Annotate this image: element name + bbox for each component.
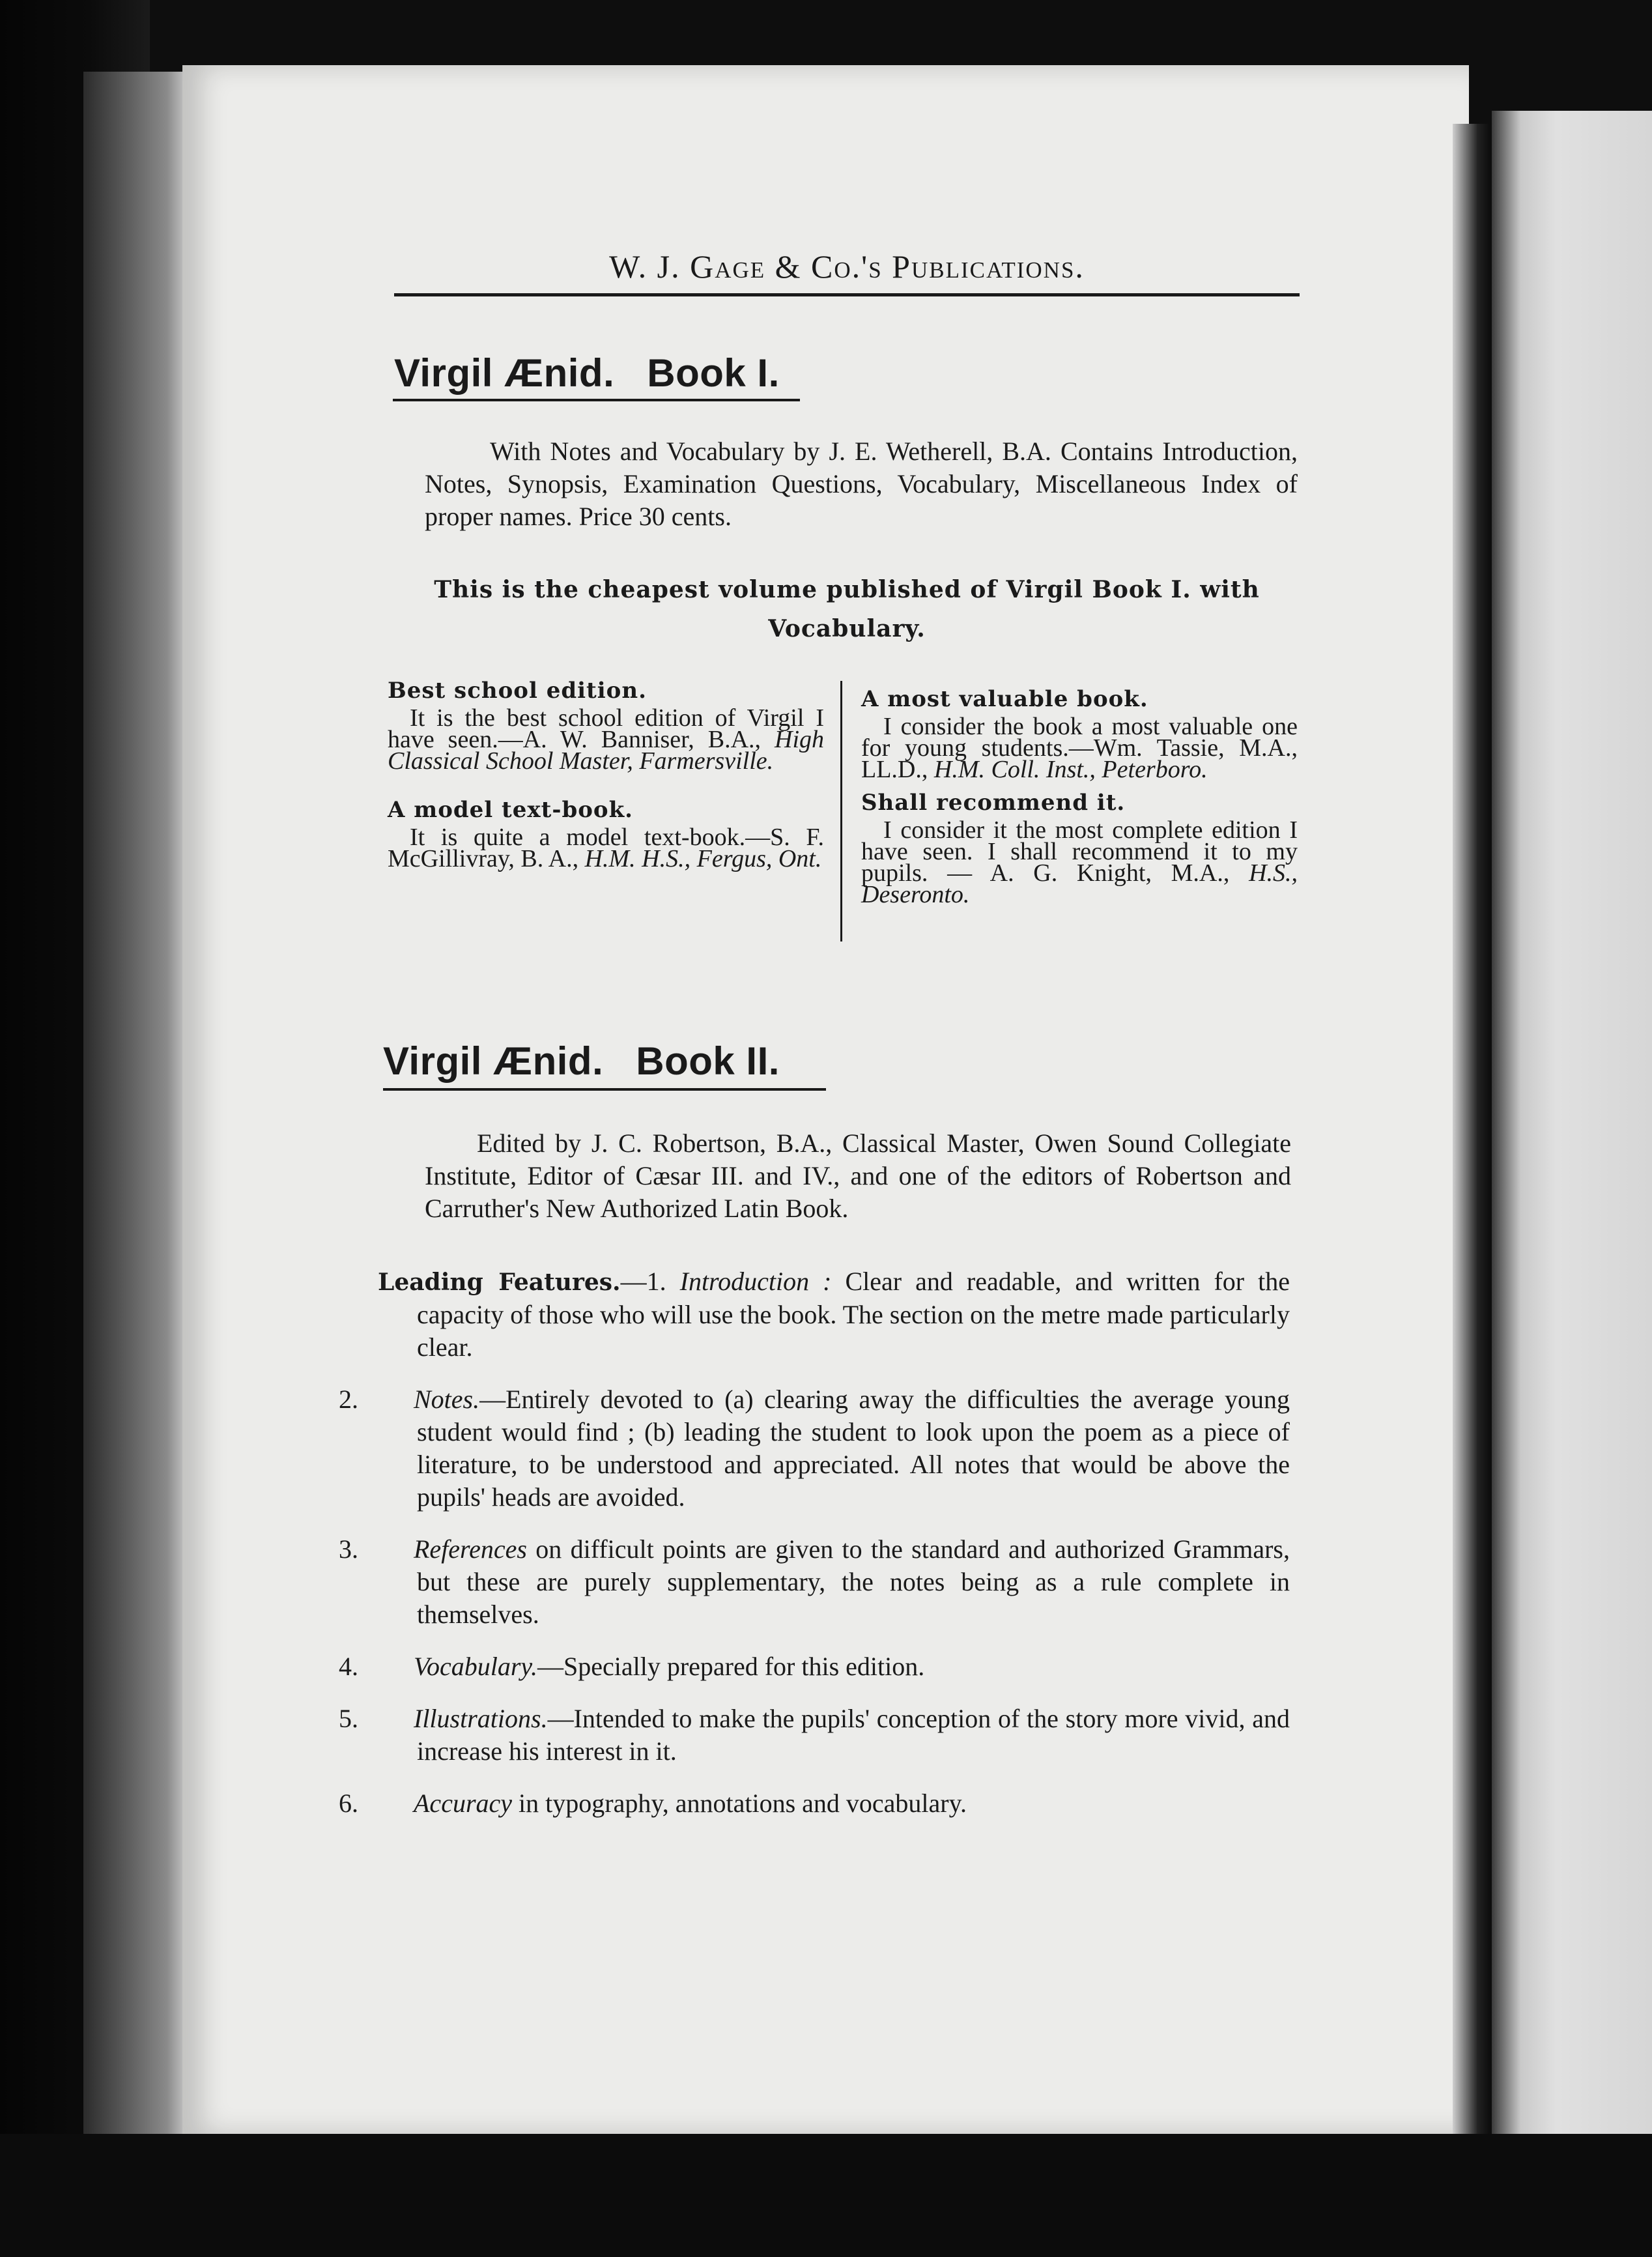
- quote1-body: [388, 704, 824, 775]
- feature-2: [339, 1383, 1290, 1514]
- book1-quotes-left: [388, 678, 824, 870]
- feature-4-number: 4.: [339, 1652, 358, 1681]
- quote4-body: [861, 816, 1298, 908]
- quote2-heading: A model text-book.: [388, 797, 633, 823]
- leading-features-label: Leading Features.: [378, 1269, 621, 1296]
- book1-title: [394, 351, 780, 395]
- book1-quotes-right: [861, 686, 1298, 906]
- feature-2-title: Notes.: [414, 1385, 480, 1414]
- feature-3-number: 3.: [339, 1534, 358, 1564]
- quote3-body-text: I consider the book a most valuable one for young students.—Wm. Tassie, M.A., LL.D.,: [861, 713, 1298, 783]
- quote4-heading: Shall recommend it.: [861, 790, 1126, 816]
- quote2-attribution: H.M. H.S., Fergus, Ont.: [584, 845, 822, 872]
- feature-4-text: —Specially prepared for this edition.: [537, 1652, 925, 1681]
- book1-title-underline: [393, 399, 800, 401]
- feature-5: [339, 1703, 1290, 1768]
- feature-5-text: —Intended to make the pupils' conception of the story more vivid, and increase his interest in it.: [417, 1704, 1290, 1766]
- running-header: W. J. Gage & Co.'s Publications.: [609, 248, 1085, 285]
- quote3-attribution: H.M. Coll. Inst., Peterboro.: [933, 756, 1208, 783]
- feature-6-text: in typography, annotations and vocabulary.: [519, 1789, 967, 1818]
- feature-6: [339, 1787, 1290, 1820]
- book1-title-left: Virgil Ænid.: [394, 351, 615, 395]
- quote4-attribution: H.S., Deseronto.: [861, 859, 1298, 908]
- feature-6-title: Accuracy: [414, 1789, 513, 1818]
- quote2-body-text: It is quite a model text-book.—S. F. McGillivray, B. A.,: [388, 824, 824, 872]
- feature-3-title: References: [414, 1534, 527, 1564]
- quote4-body-text: I consider it the most complete edition I have seen. I shall recommend it to my pupils. — A. G. Knight, M.A.,: [861, 816, 1298, 887]
- quote3-heading: A most valuable book.: [861, 686, 1148, 712]
- book2-title-underline: [383, 1088, 826, 1091]
- quote1-body-text: It is the best school edition of Virgil I have seen.—A. W. Banniser, B.A.,: [388, 704, 824, 753]
- book1-description: With Notes and Vocabulary by J. E. Wetherell, B.A. Contains Introduction, Notes, Synopsis, Examination Questions, Vocabulary, Miscellaneous Index of proper names. Price 30 cents.: [425, 437, 1298, 531]
- book2-title: [383, 1039, 780, 1084]
- feature-5-title: Illustrations.: [414, 1704, 548, 1733]
- feature-5-number: 5.: [339, 1704, 358, 1733]
- quote1-attribution: High Classical School Master, Farmersville.: [388, 726, 824, 775]
- quotes-column-divider: [840, 681, 842, 942]
- book2-features: [339, 1265, 1290, 1820]
- feature-2-number: 2.: [339, 1385, 358, 1414]
- feature-1-number: —1.: [620, 1267, 666, 1296]
- book1-cheapest-line1: This is the cheapest volume published of Virgil Book I. with: [434, 576, 1260, 603]
- feature-1-text: Clear and readable, and written for the capacity of those who will use the book. The section on the metre made particularly clear.: [417, 1267, 1290, 1362]
- quote1-heading: Best school edition.: [388, 678, 647, 704]
- feature-1-title: Introduction :: [679, 1267, 832, 1296]
- quote2-body: [388, 824, 824, 872]
- header-rule: [394, 293, 1300, 296]
- feature-4-title: Vocabulary.: [414, 1652, 537, 1681]
- book1-cheapest-line2: Vocabulary.: [768, 615, 926, 642]
- feature-2-text: —Entirely devoted to (a) clearing away the difficulties the average young student would find ; (b) leading the student to look upon the poem as a piece of literature, to be understood and appreciated. All notes that would be above the pupils' heads are avoided.: [417, 1385, 1290, 1512]
- feature-6-number: 6.: [339, 1789, 358, 1818]
- feature-3: [339, 1533, 1290, 1631]
- book2-title-right: Book II.: [636, 1039, 780, 1083]
- feature-1: [378, 1265, 1290, 1364]
- feature-4: [339, 1650, 1290, 1683]
- feature-3-text: on difficult points are given to the standard and authorized Grammars, but these are purely supplementary, the notes being as a rule complete in themselves.: [417, 1534, 1290, 1629]
- book1-title-right: Book I.: [647, 351, 780, 395]
- quote3-body: [861, 713, 1298, 783]
- book2-description: Edited by J. C. Robertson, B.A., Classical Master, Owen Sound Collegiate Institute, Editor of Cæsar III. and IV., and one of the editors of Robertson and Carruther's New Authorized Latin Book.: [425, 1128, 1291, 1223]
- book2-title-left: Virgil Ænid.: [383, 1039, 604, 1083]
